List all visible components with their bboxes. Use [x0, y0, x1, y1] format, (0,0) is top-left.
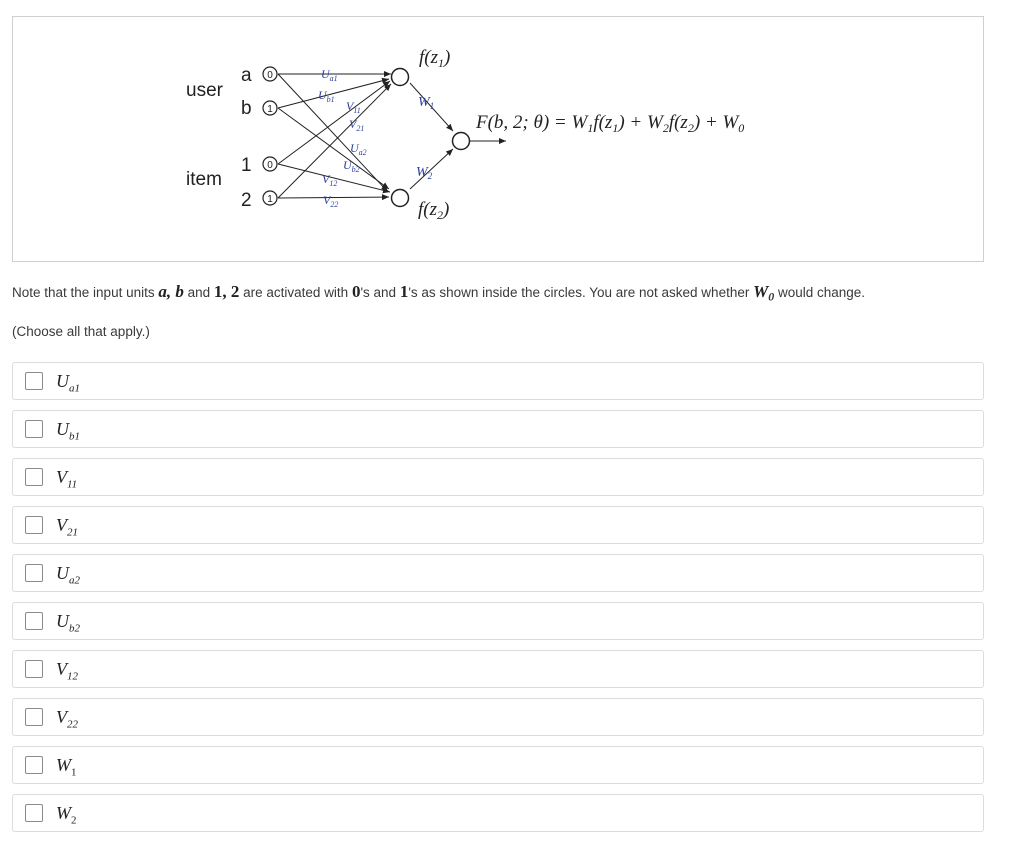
option-label: $U_{a2}$	[56, 563, 80, 587]
option-label: $U_{b1}$	[56, 419, 80, 443]
label-f-z2: $f(z_2)$	[418, 199, 450, 222]
connection-lines	[278, 74, 506, 198]
network-diagram	[13, 17, 983, 261]
option-w1[interactable]	[12, 746, 984, 784]
checkbox[interactable]	[25, 804, 43, 822]
weight-label-w1: $W_1$	[418, 95, 435, 111]
output-node	[453, 133, 470, 150]
hidden-node-2	[392, 190, 409, 207]
checkbox[interactable]	[25, 372, 43, 390]
svg-text:0: 0	[267, 160, 273, 171]
checkbox[interactable]	[25, 612, 43, 630]
option-ub1[interactable]	[12, 410, 984, 448]
question-note: Note that the input units a, b and 1, 2 are activated with 0's and 1's as shown inside the circles. You are not asked whether $W_0$ would change.	[12, 282, 866, 304]
input-node-1	[263, 157, 277, 171]
weight-label-v12: $V_{12}$	[322, 172, 338, 188]
input-name-1: 1	[241, 155, 252, 176]
option-v21[interactable]	[12, 506, 984, 544]
checkbox[interactable]	[25, 660, 43, 678]
option-label: $U_{a1}$	[56, 371, 80, 395]
option-v22[interactable]	[12, 698, 984, 736]
input-name-2: 2	[241, 190, 252, 211]
output-equation: F(b, 2; $\theta) = W_1f(z_1) + W_2f(z_2) + W_0$	[476, 112, 745, 135]
svg-text:1: 1	[267, 104, 273, 115]
answer-options	[12, 362, 984, 842]
option-label: $W_1$	[56, 755, 77, 779]
option-w2[interactable]	[12, 794, 984, 832]
checkbox[interactable]	[25, 708, 43, 726]
weight-label-ub2: $U_{b2}$	[343, 158, 360, 174]
weight-label-w2: $W_2$	[416, 165, 433, 181]
weight-label-ua1: $U_{a1}$	[321, 67, 338, 83]
option-label: $W_2$	[56, 803, 77, 827]
weight-label-v21: $V_{21}$	[349, 117, 365, 133]
option-label: $V_{11}$	[56, 467, 78, 491]
weight-label-ub1: $U_{b1}$	[318, 88, 335, 104]
checkbox[interactable]	[25, 756, 43, 774]
option-v12[interactable]	[12, 650, 984, 688]
checkbox[interactable]	[25, 468, 43, 486]
label-f-z1: $f(z_1)$	[419, 47, 451, 70]
checkbox[interactable]	[25, 420, 43, 438]
input-node-a	[263, 67, 277, 81]
option-label: $V_{22}$	[56, 707, 78, 731]
checkbox[interactable]	[25, 564, 43, 582]
item-group-label: item	[186, 169, 222, 190]
option-ua2[interactable]	[12, 554, 984, 592]
weight-label-v22: $V_{22}$	[323, 193, 339, 209]
checkbox[interactable]	[25, 516, 43, 534]
weight-label-ua2: $U_{a2}$	[350, 141, 367, 157]
option-label: $V_{12}$	[56, 659, 78, 683]
input-name-b: b	[241, 98, 252, 119]
option-label: $V_{21}$	[56, 515, 78, 539]
option-ub2[interactable]	[12, 602, 984, 640]
option-v11[interactable]	[12, 458, 984, 496]
choose-all-hint: (Choose all that apply.)	[12, 324, 150, 339]
svg-text:0: 0	[267, 70, 273, 81]
hidden-node-1	[392, 69, 409, 86]
network-figure	[12, 16, 984, 262]
svg-text:1: 1	[267, 194, 273, 205]
weight-label-v11: $V_{11}$	[346, 99, 361, 115]
input-node-2	[263, 191, 277, 205]
option-label: $U_{b2}$	[56, 611, 80, 635]
option-ua1[interactable]	[12, 362, 984, 400]
input-name-a: a	[241, 65, 252, 86]
user-group-label: user	[186, 80, 223, 101]
input-node-b	[263, 101, 277, 115]
